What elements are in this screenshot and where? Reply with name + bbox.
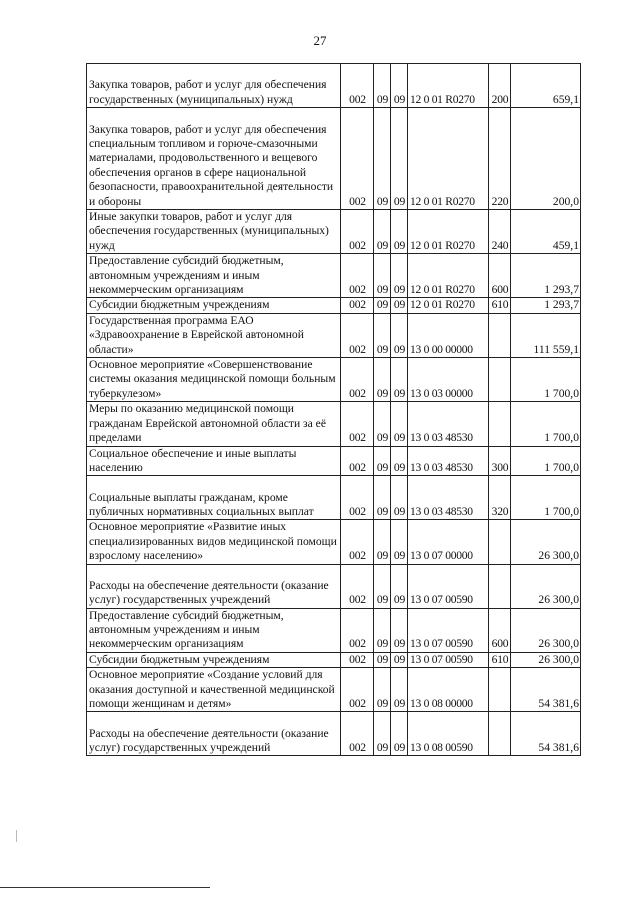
csr-cell: 12 0 01 R0270 [408,108,489,210]
table-row [87,108,581,210]
csr-cell: 13 0 03 48530 [408,476,489,520]
rz-cell: 09 [374,520,391,564]
ved-cell: 002 [341,64,374,108]
row-name-cell: Государственная программа ЕАО «Здравоохранение в Еврейской автономной области» [87,313,341,357]
table-row [87,668,581,712]
row-name-cell: Закупка товаров, работ и услуг для обеспечения специальным топливом и горюче-смазочными материалами, продовольственного и вещевого обеспечения органов в сфере национальной безопасности, правоохранительной деятельности и обороны [87,108,341,210]
pr-cell: 09 [391,608,408,652]
ved-cell: 002 [341,358,374,402]
table-row [87,564,581,608]
vr-cell [489,313,511,357]
ved-cell: 002 [341,108,374,210]
row-name-cell: Социальные выплаты гражданам, кроме публичных нормативных социальных выплат [87,476,341,520]
row-name-cell: Закупка товаров, работ и услуг для обеспечения государственных (муниципальных) нужд [87,64,341,108]
ved-cell: 002 [341,652,374,667]
row-name-cell: Субсидии бюджетным учреждениям [87,298,341,313]
table-row [87,402,581,446]
pr-cell: 09 [391,668,408,712]
rz-cell: 09 [374,402,391,446]
row-name-cell: Основное мероприятие «Развитие иных специализированных видов медицинской помощи взрослому населению» [87,520,341,564]
csr-cell: 13 0 08 00000 [408,668,489,712]
vr-cell: 610 [489,298,511,313]
rz-cell: 09 [374,712,391,756]
rz-cell: 09 [374,608,391,652]
pr-cell: 09 [391,313,408,357]
rz-cell: 09 [374,564,391,608]
ved-cell: 002 [341,313,374,357]
row-name-cell: Расходы на обеспечение деятельности (оказание услуг) государственных учреждений [87,712,341,756]
table-row [87,313,581,357]
pr-cell: 09 [391,564,408,608]
pr-cell: 09 [391,358,408,402]
ved-cell: 002 [341,564,374,608]
sum-cell: 459,1 [511,210,581,254]
sum-cell: 1 700,0 [511,402,581,446]
vr-cell: 240 [489,210,511,254]
rz-cell: 09 [374,358,391,402]
table-row [87,64,581,108]
ved-cell: 002 [341,446,374,476]
table-body [87,64,581,756]
sum-cell: 1 293,7 [511,298,581,313]
table-row [87,254,581,298]
vr-cell: 610 [489,652,511,667]
ved-cell: 002 [341,402,374,446]
pr-cell: 09 [391,254,408,298]
pr-cell: 09 [391,520,408,564]
csr-cell: 13 0 03 48530 [408,402,489,446]
ved-cell: 002 [341,298,374,313]
rz-cell: 09 [374,652,391,667]
pr-cell: 09 [391,402,408,446]
sum-cell: 54 381,6 [511,712,581,756]
csr-cell: 13 0 03 48530 [408,446,489,476]
ved-cell: 002 [341,712,374,756]
row-name-cell: Иные закупки товаров, работ и услуг для обеспечения государственных (муниципальных) нужд [87,210,341,254]
sum-cell: 26 300,0 [511,520,581,564]
pr-cell: 09 [391,712,408,756]
rz-cell: 09 [374,210,391,254]
csr-cell: 13 0 08 00590 [408,712,489,756]
sum-cell: 111 559,1 [511,313,581,357]
pr-cell: 09 [391,476,408,520]
ved-cell: 002 [341,476,374,520]
vr-cell: 200 [489,64,511,108]
pr-cell: 09 [391,446,408,476]
rz-cell: 09 [374,298,391,313]
pr-cell: 09 [391,108,408,210]
sum-cell: 54 381,6 [511,668,581,712]
ved-cell: 002 [341,210,374,254]
csr-cell: 13 0 03 00000 [408,358,489,402]
rz-cell: 09 [374,64,391,108]
row-name-cell: Основное мероприятие «Совершенствование системы оказания медицинской помощи больным туберкулезом» [87,358,341,402]
csr-cell: 12 0 01 R0270 [408,210,489,254]
table-row [87,652,581,667]
footnote-separator [0,887,210,888]
sum-cell: 26 300,0 [511,652,581,667]
vr-cell [489,520,511,564]
row-name-cell: Предоставление субсидий бюджетным, автономным учреждениям и иным некоммерческим организациям [87,254,341,298]
sum-cell: 659,1 [511,64,581,108]
sum-cell: 26 300,0 [511,564,581,608]
csr-cell: 12 0 01 R0270 [408,298,489,313]
vr-cell: 300 [489,446,511,476]
table-row [87,712,581,756]
csr-cell: 13 0 07 00590 [408,564,489,608]
vr-cell [489,402,511,446]
sum-cell: 1 700,0 [511,476,581,520]
table-row [87,608,581,652]
budget-table [86,63,581,756]
row-name-cell: Предоставление субсидий бюджетным, автономным учреждениям и иным некоммерческим организациям [87,608,341,652]
vr-cell: 220 [489,108,511,210]
row-name-cell: Расходы на обеспечение деятельности (оказание услуг) государственных учреждений [87,564,341,608]
row-name-cell: Основное мероприятие «Создание условий для оказания доступной и качественной медицинской помощи женщинам и детям» [87,668,341,712]
ved-cell: 002 [341,668,374,712]
pr-cell: 09 [391,652,408,667]
csr-cell: 13 0 07 00590 [408,608,489,652]
csr-cell: 13 0 07 00000 [408,520,489,564]
vr-cell [489,712,511,756]
table-row [87,446,581,476]
table-row [87,520,581,564]
table-row [87,210,581,254]
rz-cell: 09 [374,476,391,520]
table-row [87,358,581,402]
table-row [87,298,581,313]
vr-cell: 600 [489,254,511,298]
rz-cell: 09 [374,446,391,476]
rz-cell: 09 [374,668,391,712]
table-row [87,476,581,520]
pr-cell: 09 [391,64,408,108]
vr-cell [489,668,511,712]
pr-cell: 09 [391,298,408,313]
pr-cell: 09 [391,210,408,254]
rz-cell: 09 [374,254,391,298]
ved-cell: 002 [341,520,374,564]
vr-cell [489,358,511,402]
ved-cell: 002 [341,254,374,298]
vr-cell [489,564,511,608]
csr-cell: 12 0 01 R0270 [408,64,489,108]
vr-cell: 600 [489,608,511,652]
rz-cell: 09 [374,108,391,210]
sum-cell: 200,0 [511,108,581,210]
scan-mark [16,830,17,842]
page-number: 27 [313,33,327,48]
sum-cell: 1 700,0 [511,358,581,402]
csr-cell: 13 0 07 00590 [408,652,489,667]
sum-cell: 1 700,0 [511,446,581,476]
row-name-cell: Социальное обеспечение и иные выплаты населению [87,446,341,476]
rz-cell: 09 [374,313,391,357]
csr-cell: 13 0 00 00000 [408,313,489,357]
vr-cell: 320 [489,476,511,520]
row-name-cell: Субсидии бюджетным учреждениям [87,652,341,667]
ved-cell: 002 [341,608,374,652]
sum-cell: 1 293,7 [511,254,581,298]
row-name-cell: Меры по оказанию медицинской помощи гражданам Еврейской автономной области за её пределами [87,402,341,446]
sum-cell: 26 300,0 [511,608,581,652]
csr-cell: 12 0 01 R0270 [408,254,489,298]
